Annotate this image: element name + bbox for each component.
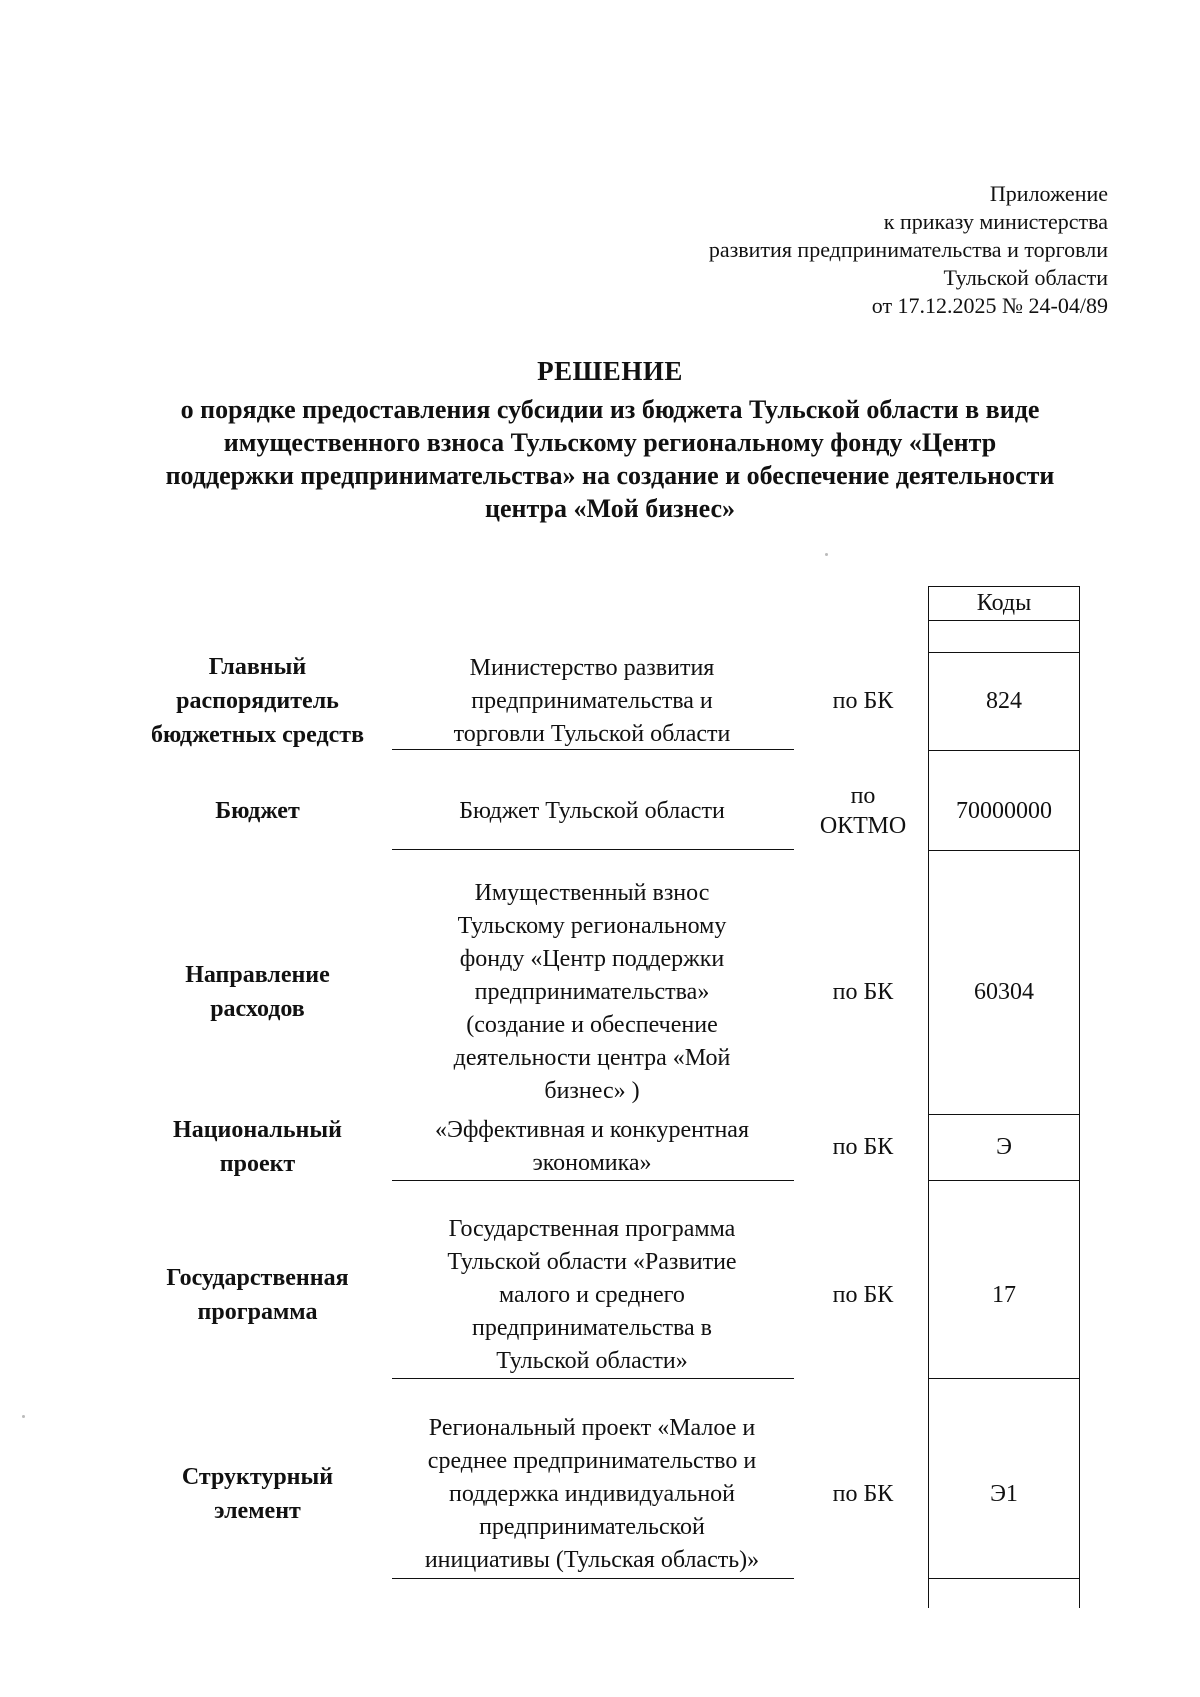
table-row (120, 1410, 1100, 1578)
table-row (120, 652, 1100, 750)
subtitle-line: центра «Мой бизнес» (484, 494, 736, 523)
codes-divider (928, 1180, 1080, 1181)
value-line: Государственная программа (448, 1215, 736, 1242)
row-classifier (800, 772, 926, 850)
value-line: поддержка индивидуальной (448, 1480, 736, 1507)
value-line: Министерство развития (469, 654, 715, 681)
table-row (120, 772, 1100, 850)
heading (120, 356, 1100, 525)
value-line: предпринимательства» (474, 978, 710, 1005)
row-classifier (800, 652, 926, 750)
row-value (390, 870, 794, 1114)
value-line: среднее предпринимательство и (427, 1447, 757, 1474)
row-code: 70000000 (956, 797, 1052, 824)
codes-divider (928, 850, 1080, 851)
classifier-line: ОКТМО (819, 813, 907, 839)
label-line: Структурный (181, 1464, 334, 1490)
row-classifier (800, 1114, 926, 1180)
row-classifier (800, 870, 926, 1114)
row-label (130, 652, 385, 750)
row-code: 17 (992, 1281, 1016, 1308)
label-line: элемент (214, 1498, 301, 1524)
row-label (130, 1114, 385, 1180)
label-line: Национальный (173, 1117, 342, 1143)
row-code: 824 (986, 687, 1022, 714)
label-line: расходов (210, 996, 305, 1022)
classifier-line: по (850, 783, 876, 809)
value-line: Имущественный взнос (474, 879, 710, 906)
value-underline (392, 1180, 794, 1181)
subtitle-line: о порядке предоставления субсидии из бюджета Тульской области в виде (180, 395, 1040, 424)
classifier-line: по БК (832, 688, 894, 714)
label-line: Главный (208, 654, 307, 680)
label-line: Бюджет (215, 798, 300, 824)
page-subtitle (120, 393, 1100, 525)
value-line: малого и среднего (499, 1281, 685, 1308)
value-line: торговли Тульской области (453, 720, 731, 747)
value-line: «Эффективная и конкурентная (435, 1117, 749, 1143)
value-line: бизнес» ) (544, 1077, 640, 1104)
row-value (390, 1114, 794, 1180)
table-row (120, 1114, 1100, 1180)
codes-divider (928, 750, 1080, 751)
row-classifier (800, 1212, 926, 1378)
value-underline (392, 1378, 794, 1379)
row-label (130, 772, 385, 850)
scan-speck (825, 553, 828, 556)
value-line: Тульской области» (496, 1347, 688, 1374)
value-line: предпринимательства и (471, 687, 713, 714)
row-value (390, 772, 794, 850)
classifier-line: по БК (832, 979, 894, 1005)
appendix-line: Приложение (989, 181, 1108, 206)
value-line: Тульской области «Развитие (447, 1248, 737, 1275)
value-line: Региональный проект «Малое и (428, 1414, 756, 1441)
row-code: 60304 (974, 978, 1034, 1005)
codes-divider (928, 1378, 1080, 1379)
value-underline (392, 1578, 794, 1579)
label-line: проект (219, 1151, 296, 1177)
label-line: программа (197, 1299, 318, 1325)
subtitle-line: поддержки предпринимательства» на создание и обеспечение деятельности (165, 461, 1055, 490)
value-line: фонду «Центр поддержки (459, 945, 725, 972)
codes-divider (928, 1578, 1080, 1579)
row-label (130, 870, 385, 1114)
value-line: экономика» (532, 1150, 652, 1176)
row-code: Э (996, 1133, 1012, 1160)
value-line: предпринимательства в (471, 1314, 712, 1341)
table-row (120, 1212, 1100, 1378)
appendix-line: Тульской области (943, 265, 1108, 290)
value-line: инициативы (Тульская область)» (424, 1546, 760, 1573)
row-label (130, 1410, 385, 1578)
row-code: Э1 (990, 1480, 1018, 1507)
row-value (390, 1212, 794, 1378)
value-underline (392, 749, 794, 750)
appendix-line: от 17.12.2025 № 24-04/89 (871, 293, 1108, 318)
value-underline (392, 849, 794, 850)
value-line: (создание и обеспечение (466, 1011, 718, 1038)
codes-header: Коды (928, 586, 1080, 620)
value-line: Тульскому региональному (457, 912, 727, 939)
value-line: предпринимательской (479, 1513, 705, 1540)
classifier-line: по БК (832, 1481, 894, 1507)
appendix-line: к приказу министерства (883, 209, 1108, 234)
scan-speck (22, 1415, 25, 1418)
row-classifier (800, 1410, 926, 1578)
appendix-block (588, 180, 1108, 320)
page-title: РЕШЕНИЕ (537, 356, 683, 386)
codes-divider (928, 620, 1080, 621)
appendix-line: развития предпринимательства и торговли (708, 237, 1108, 262)
value-line: Бюджет Тульской области (459, 797, 725, 824)
row-value (390, 1410, 794, 1578)
label-line: распорядитель (176, 688, 339, 714)
subtitle-line: имущественного взноса Тульскому региональному фонду «Центр (223, 428, 997, 457)
label-line: Направление (185, 962, 330, 988)
table-row (120, 870, 1100, 1114)
classifier-line: по БК (832, 1282, 894, 1308)
classifier-line: по БК (832, 1134, 894, 1160)
row-value (390, 652, 794, 750)
row-label (130, 1212, 385, 1378)
label-line: Государственная (166, 1265, 349, 1291)
label-line: бюджетных средств (150, 722, 365, 748)
value-line: деятельности центра «Мой (453, 1044, 731, 1071)
